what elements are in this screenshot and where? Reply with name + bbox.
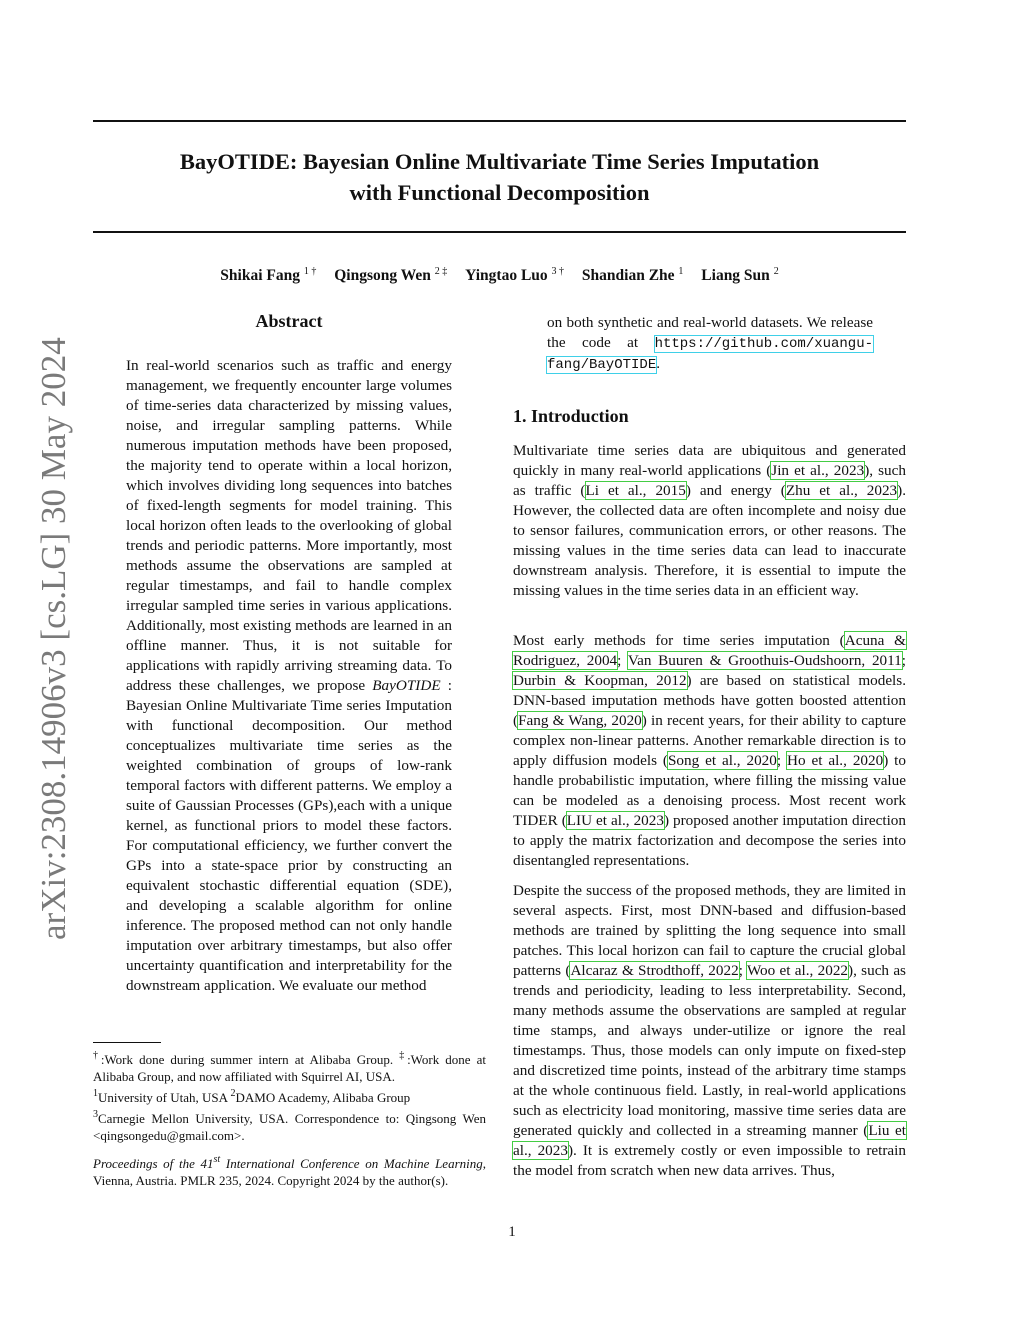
citation-link[interactable]: LIU et al., 2023 (566, 812, 664, 829)
paragraph-text: ; (617, 652, 628, 669)
paragraph-text: ) are based on statistical models. DNN-based imputation methods have gotten boosted attention ( (513, 672, 906, 729)
citation-link[interactable]: Zhu et al., 2023 (785, 482, 898, 499)
citation-link[interactable]: Song et al., 2020 (667, 752, 777, 769)
paragraph-text: Multivariate time series data are ubiquitous and generated quickly in many real-world applications ( (513, 442, 906, 479)
author-2: Qingsong Wen $^{2 \ddagger}$ (334, 266, 448, 284)
intro-paragraph-3 (513, 881, 906, 1181)
citation-link[interactable]: Acuna & Rodriguez, 2004 (513, 632, 906, 669)
paragraph-text: ) proposed another imputation direction to apply the matrix factorization and decompose the series into disentangled representations. (513, 812, 906, 869)
title-rule-top (93, 120, 906, 122)
title-rule-bottom (93, 231, 906, 233)
author-3: Yingtao Luo $^{3 \dagger}$ (465, 266, 565, 284)
citation-link[interactable]: Alcaraz & Strodthoff, 2022 (570, 962, 739, 979)
footnote-rule (93, 1042, 161, 1043)
footnotes: †:Work done during summer intern at Alibaba Group. ‡:Work done at Alibaba Group, and now affiliated with Squirrel AI, USA. $^1$University of Utah, USA $^2$DAMO Academy, Alibaba Group $^3$Carnegie Mellon University, USA. Correspondence to: Qingsong Wen <qingsongedu@gmail.com>. (93, 1050, 487, 1143)
paragraph-text: Most early methods for time series imputation ( (513, 632, 845, 649)
title-line-2: with Functional Decomposition (349, 180, 650, 205)
paragraph-text: ; (901, 652, 906, 669)
citation-link[interactable]: Van Buuren & Groothuis-Oudshoorn, 2011 (627, 652, 902, 669)
method-name: BayOTIDE (372, 677, 441, 694)
title-line-1: BayOTIDE: Bayesian Online Multivariate Time Series Imputation (179, 149, 820, 174)
paragraph-text: ) to handle probabilistic imputation, where filling the missing value can be modeled as a denoising process. Most recent work TIDER ( (513, 752, 906, 829)
introduction-heading: 1. Introduction (513, 406, 629, 426)
author-4: Shandian Zhe $^1$ (581, 266, 684, 284)
citation-link[interactable]: Woo et al., 2022 (746, 962, 849, 979)
paragraph-text: ). It is extremely costly or even impossible to retrain the model from scratch when new data arrives. Thus, (513, 1142, 906, 1179)
paragraph-text: ; (738, 962, 747, 979)
intro-paragraph-1 (513, 441, 906, 601)
paragraph-text: ) and energy ( (685, 482, 786, 499)
paragraph-text: ). However, the collected data are often incomplete and noisy due to sensor failures, communication errors, or other reasons. The missing values in the time series data can lead to inaccurate downstream analysis. Therefore, it is essential to impute the missing values in the time series data in an efficient way. (513, 482, 907, 599)
citation-link[interactable]: Ho et al., 2020 (787, 752, 884, 769)
abstract-text: In real-world scenarios such as traffic and energy management, we frequently encounter large volumes of time-series data characterized by missing values, noise, and irregular sampling patterns. While numerous imputation methods have been proposed, the majority tend to operate within a local horizon, which involves dividing long sequences into batches of fixed-length segments for model training. This local horizon often leads to the overlooking of global trends and periodic patterns. More importantly, most methods assume the observations are sampled at regular timestamps, and fail to handle complex irregular sampled time series in various applications. Additionally, most existing methods are learned in an offline manner. Thus, it is not suitable for applications with rapidly arriving streaming data. To address these challenges, we propose BayOTIDE : Bayesian Online Multivariate Time series Imputation with functional decomposition. Our method conceptualizes multivariate time series as the weighted combination of groups of low-rank temporal factors with different patterns. We employ a suite of Gaussian Processes (GPs),each with a unique kernel, as functional priors to model these factors. For computational efficiency, we further convert the GPs into a state-space prior by constructing an equivalent stochastic differential equation (SDE), and developing a scalable algorithm for online inference. The proposed method can not only handle imputation over arbitrary timestamps, but also offer uncertainty quantification and interpretability for the downstream application. We evaluate our method (126, 357, 452, 994)
arxiv-sidebar-stamp: arXiv:2308.14906v3 [cs.LG] 30 May 2024 (34, 337, 73, 940)
author-5: Liang Sun $^2$ (701, 266, 779, 284)
page-number: 1 (508, 1224, 516, 1240)
proceedings-note: Proceedings of the 41st International Conference on Machine Learning, Vienna, Austria. PMLR 235, 2024. Copyright 2024 by the author(s). (93, 1154, 486, 1188)
code-url-link[interactable]: https://github.com/xuangu-fang/BayOTIDE (547, 336, 873, 373)
abstract-heading: Abstract (255, 311, 323, 331)
citation-link[interactable]: Fang & Wang, 2020 (518, 712, 642, 729)
citation-link[interactable]: Liu et al., 2023 (513, 1122, 906, 1159)
paragraph-text: ; (776, 752, 787, 769)
paragraph-text: ), such as traffic ( (513, 462, 906, 499)
paper-title (93, 146, 906, 208)
paragraph-text: ) in recent years, for their ability to capture complex non-linear patterns. Another remarkable direction is to apply diffusion models ( (513, 712, 906, 769)
citation-link[interactable]: Li et al., 2015 (585, 482, 686, 499)
intro-paragraph-2 (513, 631, 906, 871)
author-1: Shikai Fang $^{1 \dagger}$ (220, 266, 317, 284)
abstract-continuation: on both synthetic and real-world datasets. We release the code at https://github.com/xuangu-fang/BayOTIDE. (547, 314, 873, 373)
citation-link[interactable]: Jin et al., 2023 (771, 462, 865, 479)
paragraph-text: Despite the success of the proposed methods, they are limited in several aspects. First, most DNN-based and diffusion-based methods are trained by splitting the long sequence into small patches. This local horizon can fail to capture the crucial global patterns ( (513, 882, 906, 979)
citation-link[interactable]: Durbin & Koopman, 2012 (513, 672, 687, 689)
paragraph-text: ), such as trends and periodicity, leading to less interpretability. Second, many methods assume the observations are sampled at regular time stamps, and always under-utilize or ignore the real timestamps. Thus, those models can only impute on fixed-step and discretized time points, instead of the arbitrary time stamps at the whole continuous field. Lastly, in real-world applications such as electricity load monitoring, massive time series data are generated quickly and collected in a streaming manner ( (513, 962, 906, 1139)
author-list (93, 266, 906, 285)
